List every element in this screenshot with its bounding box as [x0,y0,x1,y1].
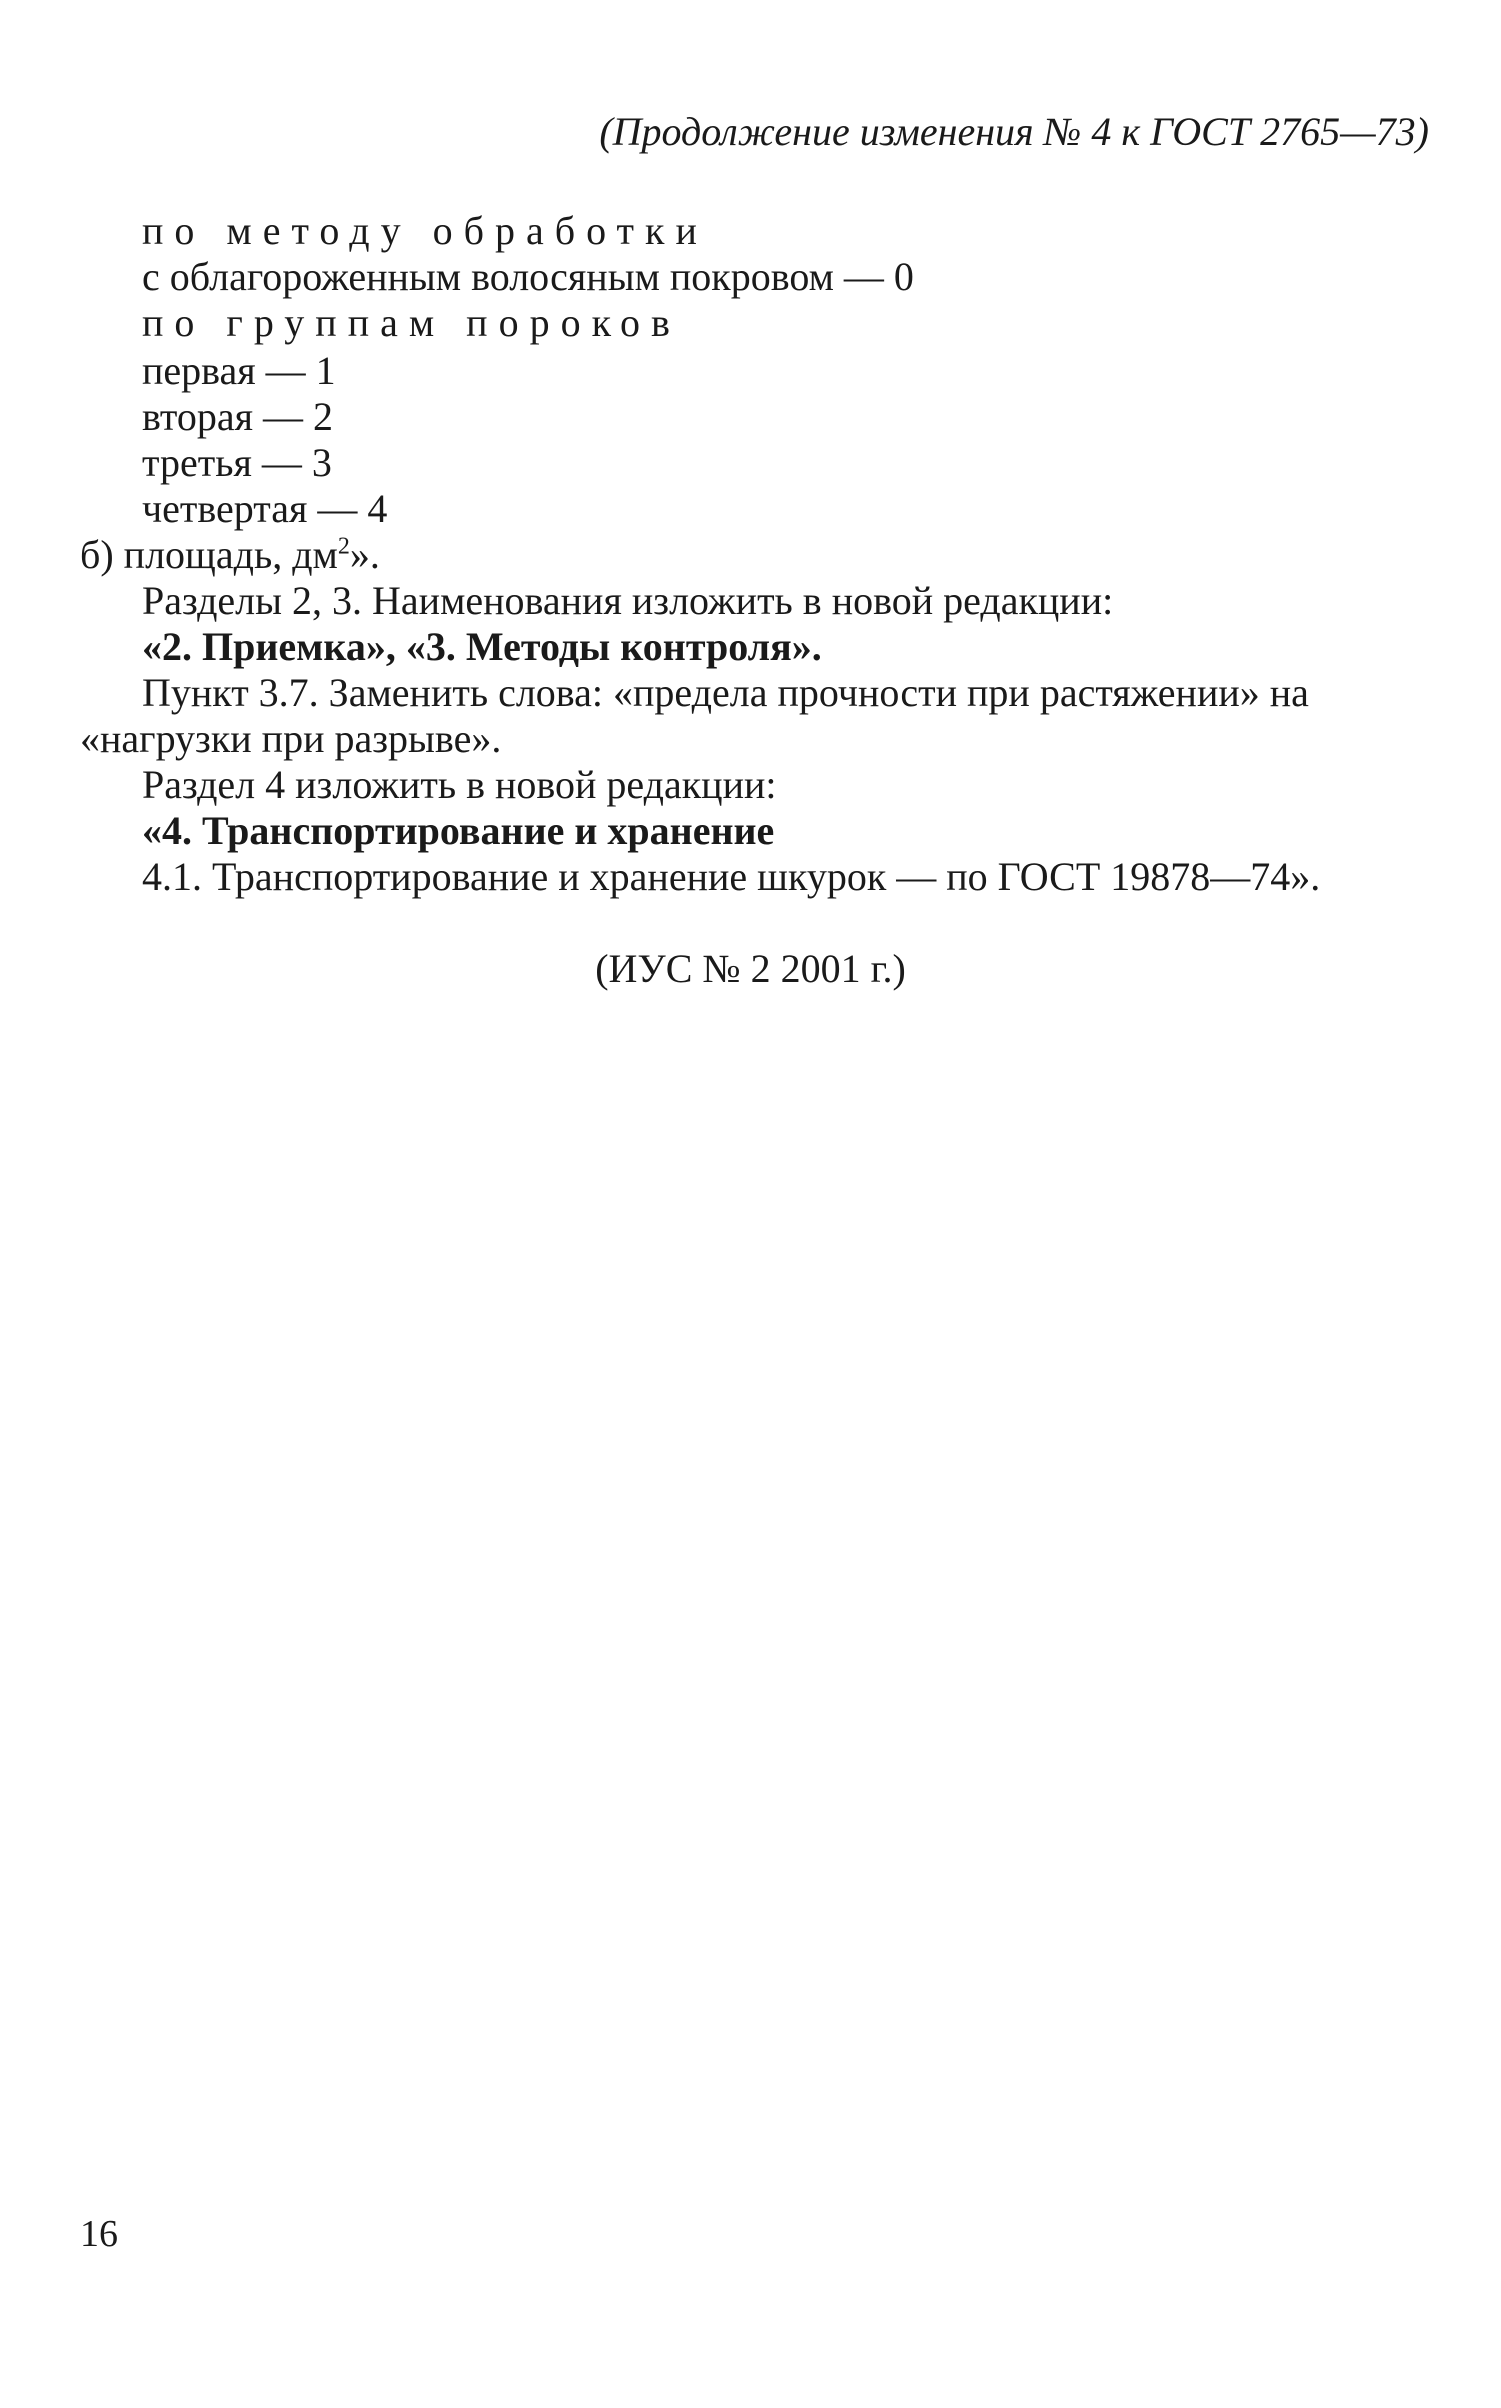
paragraph-continuation: «нагрузки при разрыве». [80,716,502,761]
section-title-bold: «4. Транспортирование и хранение [142,808,775,853]
section-titles-bold: «2. Приемка», «3. Методы контроля». [142,624,822,669]
continuation-header: (Продолжение изменения № 4 к ГОСТ 2765—73) [599,109,1429,154]
ius-reference: (ИУС № 2 2001 г.) [595,946,906,991]
area-item-closing: ». [349,532,380,577]
paragraph: Пункт 3.7. Заменить слова: «предела прочности при растяжении» на [142,670,1309,715]
list-item: первая — 1 [142,348,336,393]
subheading-defect-groups: по группам пороков [142,300,681,345]
list-item: третья — 3 [142,440,332,485]
paragraph: 4.1. Транспортирование и хранение шкурок — по ГОСТ 19878—74». [142,854,1321,899]
paragraph: Разделы 2, 3. Наименования изложить в новой редакции: [142,578,1114,623]
area-item-text: б) площадь, дм [80,532,338,577]
list-item: вторая — 2 [142,394,333,439]
list-item: с облагороженным волосяным покровом — 0 [142,254,914,299]
list-item: четвертая — 4 [142,486,388,531]
subheading-processing-method: по методу обработки [142,208,708,253]
paragraph: Раздел 4 изложить в новой редакции: [142,762,777,807]
area-unit-superscript: 2 [337,533,350,560]
area-item [80,532,380,578]
page-number: 16 [80,2213,118,2255]
